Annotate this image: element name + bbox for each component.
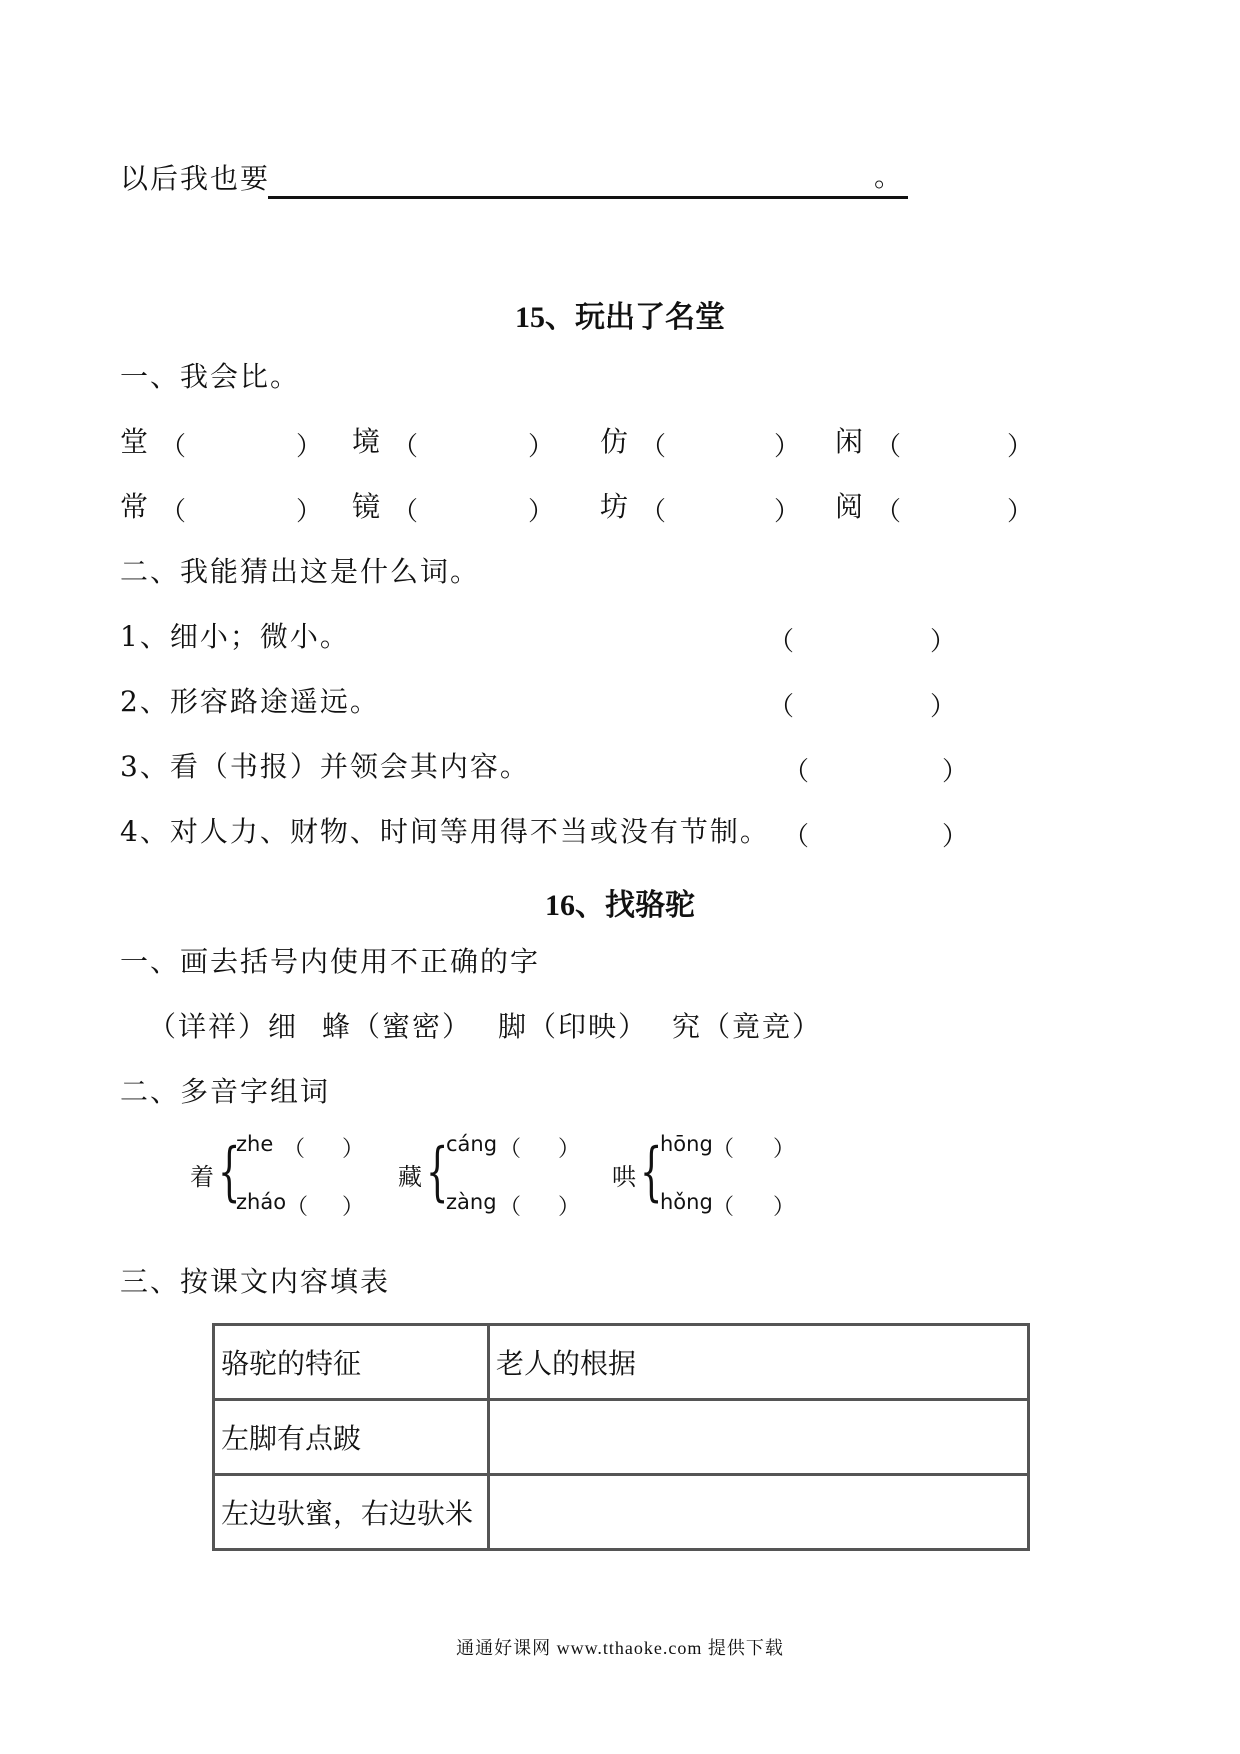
- compare-char: 仿: [600, 425, 631, 458]
- answer-paren-close: ）: [930, 692, 957, 722]
- pinyin-bottom: hǒng: [660, 1190, 713, 1214]
- brace-icon: {: [426, 1135, 449, 1209]
- brace-icon: {: [218, 1135, 241, 1209]
- compare-char: 闲: [835, 425, 866, 458]
- pinyin-top: cáng: [446, 1132, 498, 1156]
- answer-paren-close: ）: [558, 1137, 581, 1162]
- guess-item: 2、形容路途遥远。: [120, 685, 380, 718]
- lesson-15-part1-heading: 一、我会比。: [120, 360, 301, 393]
- table-header-cell: 老人的根据: [489, 1325, 1029, 1400]
- answer-paren-close: ）: [774, 497, 801, 527]
- answer-paren-close: ）: [930, 627, 957, 657]
- answer-paren-close: ）: [342, 1137, 365, 1162]
- answer-blank[interactable]: [268, 162, 908, 199]
- answer-paren-open: （: [286, 1195, 309, 1220]
- footer-text: 通通好课网 www.tthaoke.com 提供下载: [456, 1638, 784, 1658]
- choice-item: 究（竟竞）: [672, 1010, 823, 1043]
- compare-char: 阅: [835, 490, 866, 523]
- answer-paren-close: ）: [773, 1195, 796, 1220]
- answer-paren-close: ）: [1007, 432, 1034, 462]
- lesson-16-title: 16、找骆驼: [545, 889, 695, 922]
- answer-paren-close: ）: [942, 822, 969, 852]
- answer-paren-close: ）: [342, 1195, 365, 1220]
- polyphone-char: 藏: [398, 1163, 424, 1191]
- answer-paren-open: （: [392, 432, 419, 462]
- answer-paren-open: （: [712, 1137, 735, 1162]
- choice-item: 脚（印映）: [498, 1010, 649, 1043]
- lesson-16-part3-heading: 三、按课文内容填表: [120, 1265, 391, 1298]
- answer-paren-open: （: [875, 432, 902, 462]
- answer-paren-open: （: [392, 497, 419, 527]
- polyphone-char: 着: [190, 1163, 216, 1191]
- pinyin-bottom: zàng: [446, 1190, 497, 1214]
- answer-paren-open: （: [712, 1195, 735, 1220]
- answer-table: [212, 1323, 1030, 1551]
- answer-paren-open: （: [160, 432, 187, 462]
- compare-char: 境: [352, 425, 383, 458]
- guess-item: 4、对人力、财物、时间等用得不当或没有节制。: [120, 815, 770, 848]
- answer-paren-open: （: [499, 1195, 522, 1220]
- answer-paren-open: （: [783, 822, 810, 852]
- answer-cell[interactable]: [489, 1400, 1029, 1475]
- answer-paren-close: ）: [296, 497, 323, 527]
- answer-cell[interactable]: [489, 1475, 1029, 1550]
- compare-char: 堂: [120, 425, 151, 458]
- answer-paren-close: ）: [558, 1195, 581, 1220]
- sentence-prefix: 以后我也要: [120, 162, 271, 195]
- answer-paren-open: （: [783, 757, 810, 787]
- pinyin-bottom: zháo: [236, 1190, 287, 1214]
- lesson-16-part1-heading: 一、画去括号内使用不正确的字: [120, 945, 541, 978]
- lesson-15-title: 15、玩出了名堂: [515, 301, 725, 334]
- choice-item: （详祥）细: [148, 1010, 299, 1043]
- compare-char: 镜: [352, 490, 383, 523]
- answer-paren-close: ）: [774, 432, 801, 462]
- polyphone-char: 哄: [612, 1163, 638, 1191]
- answer-paren-close: ）: [773, 1137, 796, 1162]
- answer-paren-close: ）: [528, 497, 555, 527]
- answer-paren-close: ）: [1007, 497, 1034, 527]
- answer-paren-open: （: [768, 627, 795, 657]
- answer-paren-open: （: [640, 497, 667, 527]
- answer-paren-open: （: [875, 497, 902, 527]
- pinyin-top: hōng: [660, 1132, 713, 1156]
- brace-icon: {: [640, 1135, 663, 1209]
- choice-item: 蜂（蜜密）: [322, 1010, 473, 1043]
- compare-char: 常: [120, 490, 151, 523]
- answer-paren-close: ）: [942, 757, 969, 787]
- table-cell: 左脚有点跛: [214, 1400, 489, 1475]
- guess-item: 1、细小；微小。: [120, 620, 350, 653]
- answer-paren-close: ）: [296, 432, 323, 462]
- compare-char: 坊: [600, 490, 631, 523]
- lesson-16-part2-heading: 二、多音字组词: [120, 1075, 331, 1108]
- table-row: [214, 1475, 1029, 1550]
- lesson-15-part2-heading: 二、我能猜出这是什么词。: [120, 555, 481, 588]
- table-row: [214, 1400, 1029, 1475]
- pinyin-top: zhe: [236, 1132, 274, 1156]
- answer-paren-open: （: [640, 432, 667, 462]
- table-cell: 左边驮蜜，右边驮米: [214, 1475, 489, 1550]
- answer-paren-open: （: [160, 497, 187, 527]
- answer-paren-open: （: [499, 1137, 522, 1162]
- guess-item: 3、看（书报）并领会其内容。: [120, 750, 530, 783]
- answer-paren-open: （: [768, 692, 795, 722]
- sentence-period: 。: [874, 160, 905, 193]
- answer-paren-open: （: [283, 1137, 306, 1162]
- answer-paren-close: ）: [528, 432, 555, 462]
- table-header-cell: 骆驼的特征: [214, 1325, 489, 1400]
- table-header-row: [214, 1325, 1029, 1400]
